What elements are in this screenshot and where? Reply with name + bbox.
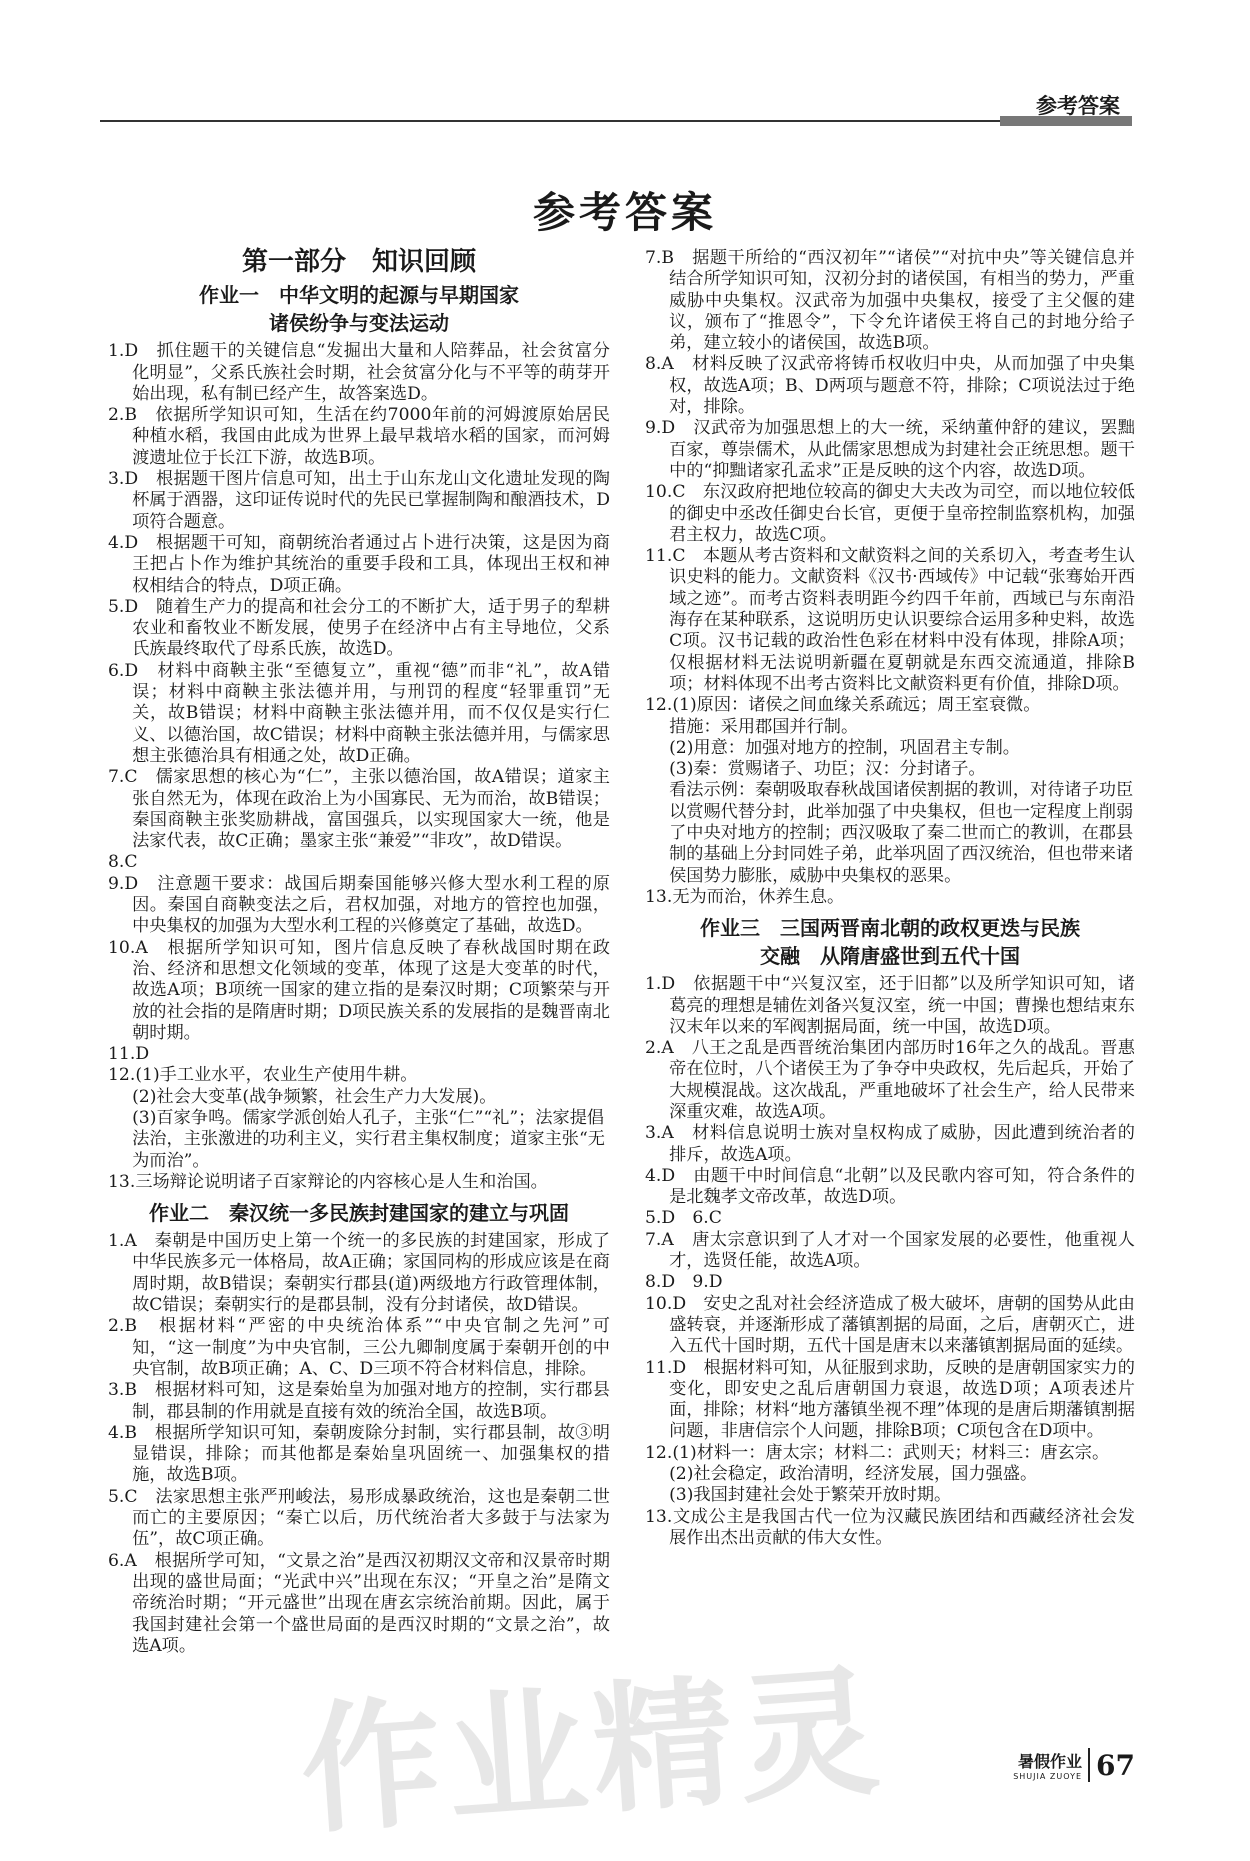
- answer-item: 10.A 根据所学知识可知，图片信息反映了春秋战国时期在政治、经济和思想文化领域的变革，体现了这是大变革的时代，故选A项；B项统一国家的建立指的是秦汉时期；C项繁荣与开放的社会指的是隋唐时期；D项民族关系的发展指的是魏晋南北朝时期。: [108, 937, 610, 1043]
- answer-item: 11.D 根据材料可知，从征服到求助，反映的是唐朝国家实力的变化，即安史之乱后唐朝国力衰退，故选D项；A项表述片面，排除；材料“地方藩镇坐视不理”体现的是唐后期藩镇割据问题，非唐信宗个人问题，排除B项；C项包含在D项中。: [645, 1357, 1135, 1442]
- watermark: 作业精灵: [295, 1650, 890, 1855]
- answer-item: 4.B 根据所学知识可知，秦朝废除分封制，实行郡县制，故③明显错误，排除；而其他都是秦始皇巩固统一、加强集权的措施，故选B项。: [108, 1422, 610, 1486]
- hw1-title-line2: 诸侯纷争与变法运动: [269, 311, 449, 336]
- header-label: 参考答案: [1036, 94, 1120, 118]
- footer: [1013, 1748, 1135, 1782]
- footer-brand: [1013, 1749, 1082, 1781]
- right-column: [645, 248, 1135, 1549]
- answer-item: 10.C 东汉政府把地位较高的御史大夫改为司空，而以地位较低的御史中丞改任御史台长官，更便于皇帝控制监察机构，加强君主权力，故选C项。: [645, 482, 1135, 545]
- footer-brand-sub: SHUJIA ZUOYE: [1013, 1772, 1083, 1781]
- answer-item: 10.D 安史之乱对社会经济造成了极大破坏，唐朝的国势从此由盛转衰，并逐渐形成了藩镇割据的局面，之后，唐朝灭亡，进入五代十国时期，五代十国是唐末以来藩镇割据局面的延续。: [645, 1293, 1135, 1357]
- answer-item: 8.D 9.D: [645, 1272, 723, 1293]
- footer-separator: [1088, 1748, 1090, 1782]
- answer-item: 2.B 依据所学知识可知，生活在约7000年前的河姆渡原始居民种植水稻，我国由此成为世界上最早栽培水稻的国家，而河姆渡遗址位于长江下游，故选B项。: [108, 405, 610, 468]
- answer-item: 11.C 本题从考古资料和文献资料之间的关系切入，考查考生认识史料的能力。文献资料《汉书·西域传》中记载“张骞始开西域之迹”。而考古资料表明距今约四千年前，西域已与东南沿海存在某种联系，这说明历史认识要综合运用多种史料，故选C项。汉书记载的政治性色彩在材料中没有体现，排除A项；仅根据材料无法说明新疆在夏朝就是东西交流通道，排除B项；材料体现不出考古资料比文献资料更有价值，排除D项。: [645, 546, 1135, 694]
- answer-item: 5.D 随着生产力的提高和社会分工的不断扩大，适于男子的犁耕农业和畜牧业不断发展，使男子在经济中占有主导地位，父系氏族最终取代了母系氏族，故选D。: [108, 596, 610, 660]
- answer-q12-line: 措施：采用郡国并行制。: [669, 716, 859, 737]
- footer-brand-name: 暑假作业: [1018, 1752, 1083, 1771]
- answer-item: 5.D 6.C: [645, 1208, 722, 1229]
- answer-q12-head: 12.(1)原因：诸侯之间血缘关系疏远；周王室衰微。: [645, 695, 1041, 716]
- answer-q13: 13.三场辩论说明诸子百家辩论的内容核心是人生和治国。: [108, 1171, 548, 1192]
- answer-q12-line: (2)社会大变革(战争频繁，社会生产力大发展)。: [132, 1086, 497, 1107]
- answer-q12-line: (2)用意：加强对地方的控制，巩固君主专制。: [669, 737, 1020, 758]
- part-title: 第一部分 知识回顾: [241, 247, 476, 277]
- answer-item: 2.B 根据材料“严密的中央统治体系”“中央官制之先河”可知，“这一制度”为中央官制，三公九卿制度属于秦朝开创的中央官制，故B项正确；A、C、D三项不符合材料信息，排除。: [108, 1316, 610, 1379]
- answer-item: 4.D 由题干中时间信息“北朝”以及民歌内容可知，符合条件的是北魏孝文帝改革，故选D项。: [645, 1165, 1135, 1208]
- answer-q12-line: 看法示例：秦朝吸取春秋战国诸侯割据的教训，对待诸子功臣以赏赐代替分封，此举加强了中央集权，但也一定程度上削弱了中央对地方的控制；西汉吸取了秦二世而亡的教训，在郡县制的基础上分封同姓子弟，此举巩固了西汉统治，但也带来诸侯国势力膨胀，威胁中央集权的恶果。: [669, 780, 1134, 886]
- answer-item: 4.D 根据题干可知，商朝统治者通过占卜进行决策，这是因为商王把占卜作为维护其统治的重要手段和工具，体现出王权和神权相结合的特点，D项正确。: [108, 532, 610, 596]
- answer-q13: 13.无为而治，休养生息。: [645, 886, 845, 907]
- hw1-title: [108, 281, 610, 337]
- answer-q12-head: 12.(1)手工业水平，农业生产使用牛耕。: [108, 1065, 418, 1086]
- answer-item: 6.D 材料中商鞅主张“至德复立”，重视“德”而非“礼”，故A错误；材料中商鞅主张法德并用，与刑罚的程度“轻罪重罚”无关，故B错误；材料中商鞅主张法德并用，而不仅仅是实行仁义、以德治国，故C错误；材料中商鞅主张法德并用，与儒家思想主张德治具有相通之处，故D正确。: [108, 660, 610, 766]
- page-title: 参考答案: [532, 188, 717, 237]
- answer-item: 1.D 抓住题干的关键信息“发掘出大量和人陪葬品，社会贫富分化明显”，父系氏族社会时期，社会贫富分化与不平等的萌芽开始出现，私有制已经产生，故答案选D。: [108, 341, 610, 404]
- answer-item: 3.B 根据材料可知，这是秦始皇为加强对地方的控制，实行郡县制，郡县制的作用就是直接有效的统治全国，故选B项。: [108, 1380, 610, 1422]
- hw3-title-line2: 交融 从隋唐盛世到五代十国: [760, 944, 1020, 969]
- page-number: 67: [1096, 1748, 1135, 1782]
- answer-item: 7.A 唐太宗意识到了人才对一个国家发展的必要性，他重视人才，选贤任能，故选A项。: [645, 1229, 1135, 1272]
- answer-q12-line: (3)百家争鸣。儒家学派创始人孔子，主张“仁”“礼”；法家提倡法治，主张激进的功利主义，实行君主集权制度；道家主张“无为而治”。: [132, 1107, 605, 1171]
- answer-item-continued: 6.A 根据所学可知，“文景之治”是西汉初期汉文帝和汉景帝时期出现的盛世局面；“光武中兴”出现在东汉；“开皇之治”是隋文帝统治时期；“开元盛世”出现在唐玄宗统治前期。因此，属于我国封建社会第一个盛世局面的是西汉时期的“文景之治”，故选A项。: [108, 1550, 610, 1656]
- answer-item: 2.A 八王之乱是西晋统治集团内部历时16年之久的战乱。晋惠帝在位时，八个诸侯王为了争夺中央政权，先后起兵，开始了大规模混战。这次战乱，严重地破坏了社会生产，给人民带来深重灾难，故选A项。: [645, 1038, 1135, 1122]
- answer-item: 7.B 据题干所给的“西汉初年”“诸侯”“对抗中央”等关键信息并结合所学知识可知，汉初分封的诸侯国，有相当的势力，严重威胁中央集权。汉武帝为加强中央集权，接受了主父偃的建议，颁布了“推恩令”，下令允许诸侯王将自己的封地分给子弟，建立较小的诸侯国，故选B项。: [645, 248, 1135, 354]
- answer-q12-line: (3)我国封建社会处于繁荣开放时期。: [669, 1485, 952, 1506]
- answer-q13: 13.文成公主是我国古代一位为汉藏民族团结和西藏经济社会发展作出杰出贡献的伟大女性。: [645, 1506, 1135, 1548]
- answer-q12-head: 12.(1)材料一：唐太宗；材料二：武则天；材料三：唐玄宗。: [645, 1442, 1110, 1463]
- answer-item: 3.D 根据题干图片信息可知，出土于山东龙山文化遗址发现的陶杯属于酒器，这印证传说时代的先民已掌握制陶和酿酒技术，D项符合题意。: [108, 469, 610, 532]
- answer-q12-line: (3)秦：赏赐诸子、功臣；汉：分封诸子。: [669, 759, 986, 780]
- hw3-title: [645, 914, 1135, 970]
- answer-item: 1.D 依据题干中“兴复汉室，还于旧都”以及所学知识可知，诸葛亮的理想是辅佐刘备兴复汉室，统一中国；曹操也想结束东汉末年以来的军阀割据局面，统一中国，故选D项。: [645, 974, 1135, 1037]
- answer-item: 11.D: [108, 1044, 150, 1065]
- header-rule: [100, 120, 1132, 122]
- answer-q12-line: (2)社会稳定，政治清明，经济发展，国力强盛。: [669, 1464, 1038, 1485]
- left-column: [108, 248, 610, 1657]
- answer-item: 5.C 法家思想主张严刑峻法，易形成暴政统治，这也是秦朝二世而亡的主要原因；“秦亡以后，历代统治者大多鼓于与法家为伍”，故C项正确。: [108, 1486, 610, 1550]
- answer-item: 1.A 秦朝是中国历史上第一个统一的多民族的封建国家，形成了中华民族多元一体格局，故A正确；家国同构的形成应该是在商周时期，故B错误；秦朝实行郡县(道)两级地方行政管理体制，故C错误；秦朝实行的是郡县制，没有分封诸侯，故D错误。: [108, 1231, 610, 1316]
- hw2-title: 作业二 秦汉统一多民族封建国家的建立与巩固: [149, 1201, 569, 1226]
- answer-item: 7.C 儒家思想的核心为“仁”，主张以德治国，故A错误；道家主张自然无为，体现在政治上为小国寡民、无为而治，故B错误；秦国商鞅主张奖励耕战，富国强兵，以实现国家大一统，他是法家代表，故C正确；墨家主张“兼爱”“非攻”，故D错误。: [108, 767, 610, 852]
- answer-item: 3.A 材料信息说明士族对皇权构成了威胁，因此遭到统治者的排斥，故选A项。: [645, 1123, 1135, 1165]
- hw3-title-line1: 作业三 三国两晋南北朝的政权更迭与民族: [700, 916, 1080, 941]
- answer-item: 9.D 汉武帝为加强思想上的大一统，采纳董仲舒的建议，罢黜百家，尊崇儒术，从此儒家思想成为封建社会正统思想。题干中的“抑黜诸家孔孟求”正是反映的这个内容，故选D项。: [645, 418, 1135, 481]
- answer-item: 9.D 注意题干要求：战国后期秦国能够兴修大型水利工程的原因。秦国自商鞅变法之后，君权加强，对地方的管控也加强，中央集权的加强为大型水利工程的兴修奠定了基础，故选D。: [108, 873, 610, 937]
- answer-item: 8.C: [108, 852, 138, 873]
- answer-item: 8.A 材料反映了汉武帝将铸币权收归中央，从而加强了中央集权，故选A项；B、D两项与题意不符，排除；C项说法过于绝对，排除。: [645, 354, 1135, 418]
- hw1-title-line1: 作业一 中华文明的起源与早期国家: [199, 283, 519, 308]
